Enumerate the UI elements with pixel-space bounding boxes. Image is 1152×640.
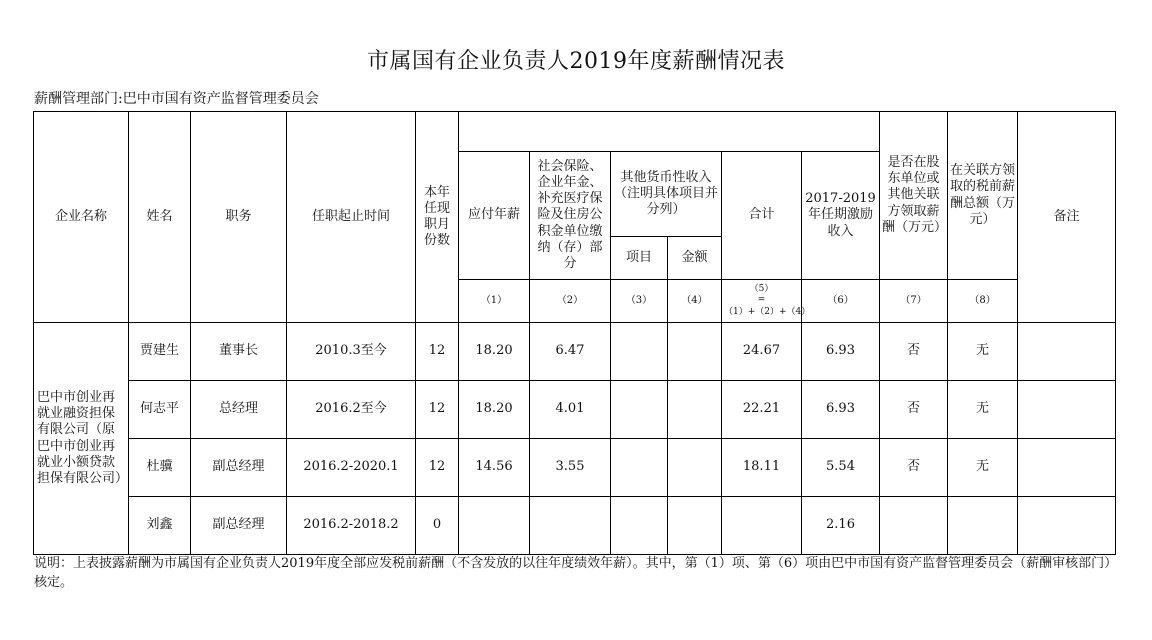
table-row <box>34 439 1116 497</box>
cell-salary: 18.20 <box>459 381 530 439</box>
cell-term: 2016.2-2020.1 <box>287 439 416 497</box>
cell-remarks <box>1018 497 1116 555</box>
header-term: 任职起止时间 <box>287 112 416 323</box>
header-name: 姓名 <box>129 112 191 323</box>
cell-salary <box>459 497 530 555</box>
cell-related <box>948 497 1018 555</box>
cell-incentive: 2.16 <box>802 497 880 555</box>
cell-remarks <box>1018 323 1116 381</box>
footnote: 说明：上表披露薪酬为市属国有企业负责人2019年度全部应发税前薪酬（不含发放的以往年度绩效年薪）。其中，第（1）项、第（6）项由巴中市国有资产监督管理委员会（薪酬审核部门）核定。 <box>34 556 1111 590</box>
header-total: 合计 <box>722 152 802 280</box>
cell-remarks <box>1018 439 1116 497</box>
header-shareholder: 是否在股东单位或其他关联方领取薪酬（万元） <box>880 112 948 280</box>
col-index-4: （4） <box>668 280 722 323</box>
header-social: 社会保险、企业年金、补充医疗保险及住房公积金单位缴纳（存）部分 <box>530 152 611 280</box>
cell-related: 无 <box>948 381 1018 439</box>
cell-total: 22.21 <box>722 381 802 439</box>
cell-social: 3.55 <box>530 439 611 497</box>
cell-amount <box>668 323 722 381</box>
cell-amount <box>668 381 722 439</box>
header-annual-salary: 应付年薪 <box>459 152 530 280</box>
header-position: 职务 <box>191 112 287 323</box>
header-group-top <box>459 112 880 152</box>
cell-months: 12 <box>416 323 459 381</box>
salary-table <box>33 111 1116 555</box>
cell-position: 董事长 <box>191 323 287 381</box>
cell-item <box>611 497 668 555</box>
col-index-8: （8） <box>948 280 1018 323</box>
cell-shareholder: 否 <box>880 439 948 497</box>
cell-name: 刘鑫 <box>129 497 191 555</box>
header-remarks: 备注 <box>1018 112 1116 323</box>
cell-months: 12 <box>416 381 459 439</box>
cell-name: 贾建生 <box>129 323 191 381</box>
cell-item <box>611 439 668 497</box>
cell-shareholder <box>880 497 948 555</box>
cell-term: 2010.3至今 <box>287 323 416 381</box>
col-index-6: （6） <box>802 280 880 323</box>
cell-incentive: 5.54 <box>802 439 880 497</box>
table-row <box>34 323 1116 381</box>
cell-related: 无 <box>948 323 1018 381</box>
department-label: 薪酬管理部门:巴中市国有资产监督管理委员会 <box>34 91 319 107</box>
cell-shareholder: 否 <box>880 323 948 381</box>
table-row <box>34 381 1116 439</box>
cell-total: 24.67 <box>722 323 802 381</box>
cell-item <box>611 381 668 439</box>
header-incentive: 2017-2019年任期激励收入 <box>802 152 880 280</box>
header-other-income: 其他货币性收入（注明具体项目并分列） <box>611 152 722 237</box>
cell-amount <box>668 439 722 497</box>
cell-remarks <box>1018 381 1116 439</box>
cell-position: 总经理 <box>191 381 287 439</box>
cell-shareholder: 否 <box>880 381 948 439</box>
cell-name: 杜骥 <box>129 439 191 497</box>
cell-term: 2016.2-2018.2 <box>287 497 416 555</box>
cell-total: 18.11 <box>722 439 802 497</box>
col-index-3: （3） <box>611 280 668 323</box>
col-index-5 <box>722 280 811 323</box>
header-item: 项目 <box>611 237 668 280</box>
cell-months: 12 <box>416 439 459 497</box>
cell-incentive: 6.93 <box>802 323 880 381</box>
company-name: 巴中市创业再就业融资担保有限公司（原巴中市创业再就业小额贷款担保有限公司） <box>34 323 129 555</box>
cell-item <box>611 323 668 381</box>
cell-position: 副总经理 <box>191 439 287 497</box>
header-amount: 金额 <box>668 237 722 280</box>
cell-social: 6.47 <box>530 323 611 381</box>
page-title: 市属国有企业负责人2019年度薪酬情况表 <box>367 49 785 74</box>
table-row <box>34 497 1116 555</box>
header-company: 企业名称 <box>34 112 129 323</box>
col-index-5-label: （5） <box>749 284 774 295</box>
col-index-1: （1） <box>459 280 530 323</box>
cell-incentive: 6.93 <box>802 381 880 439</box>
cell-name: 何志平 <box>129 381 191 439</box>
col-index-5-formula: =（1）+（2）+（4） <box>724 295 811 317</box>
cell-salary: 18.20 <box>459 323 530 381</box>
col-index-2: （2） <box>530 280 611 323</box>
header-related: 在关联方领取的税前薪酬总额（万元） <box>948 112 1018 280</box>
col-index-7: （7） <box>880 280 948 323</box>
cell-months: 0 <box>416 497 459 555</box>
cell-salary: 14.56 <box>459 439 530 497</box>
header-months: 本年任现职月份数 <box>416 112 459 323</box>
cell-term: 2016.2至今 <box>287 381 416 439</box>
cell-social <box>530 497 611 555</box>
cell-social: 4.01 <box>530 381 611 439</box>
cell-amount <box>668 497 722 555</box>
cell-total <box>722 497 802 555</box>
cell-related: 无 <box>948 439 1018 497</box>
cell-position: 副总经理 <box>191 497 287 555</box>
